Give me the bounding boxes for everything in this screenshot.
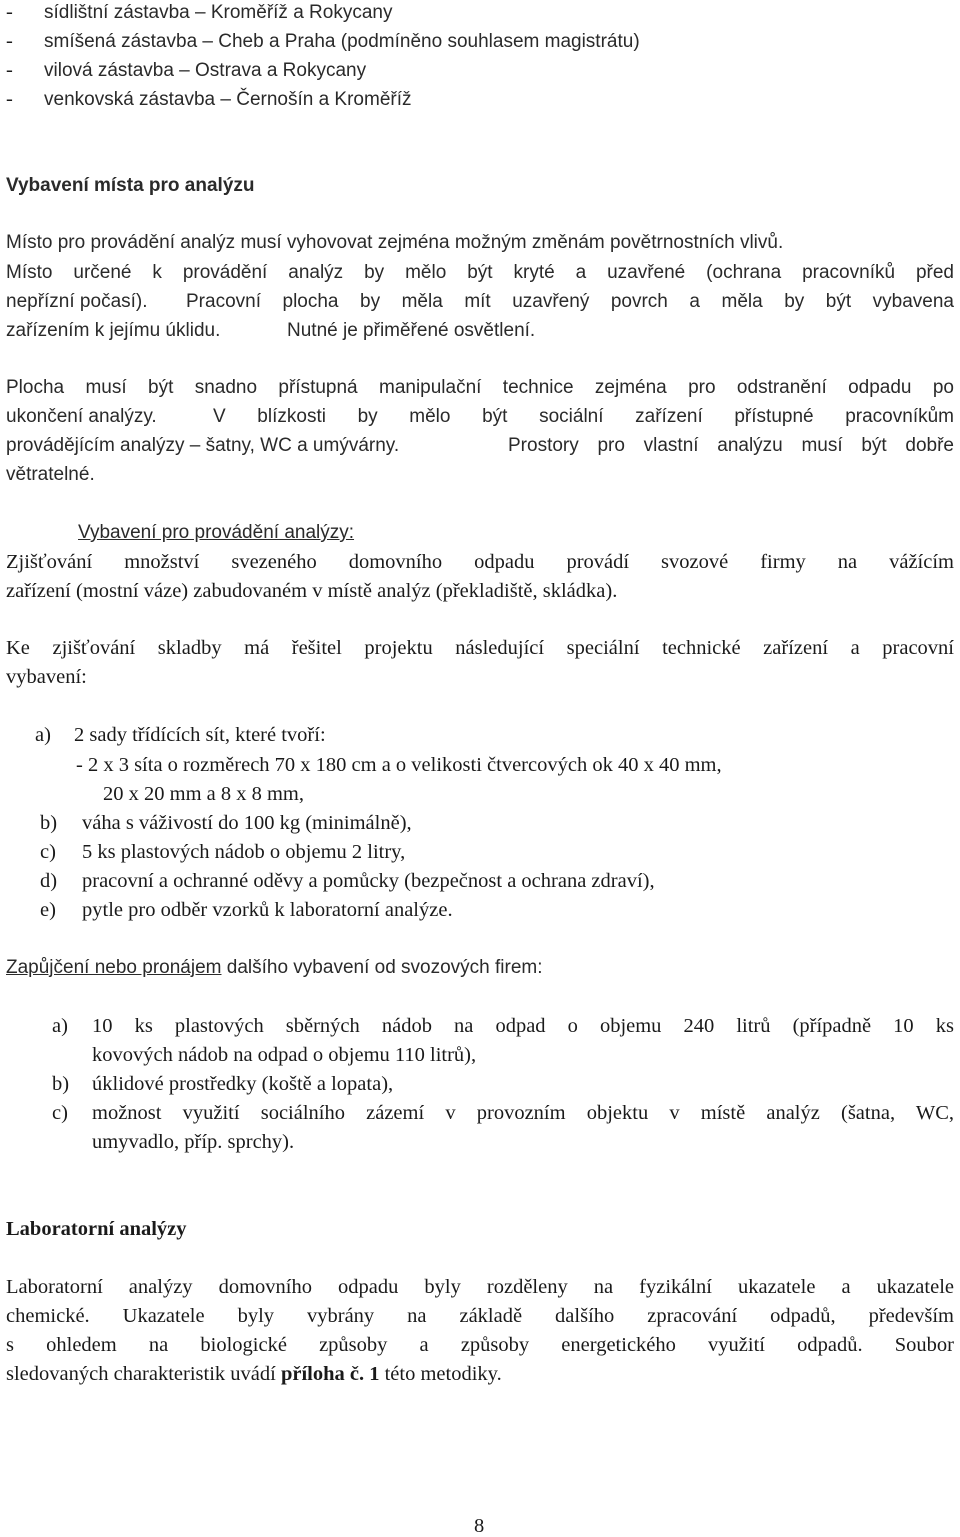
sub-item: - 2 x 3 síta o rozměrech 70 x 180 cm a o velikosti čtvercových ok 40 x 40 mm, bbox=[76, 754, 722, 776]
list-item: možnost využití sociálního zázemí v provozním objektu v místě analýz (šatna, WC, bbox=[92, 1102, 954, 1124]
paragraph-line: vybavení: bbox=[6, 666, 87, 688]
list-item-continued: kovových nádob na odpad o objemu 110 litrů), bbox=[92, 1044, 477, 1066]
attachment-reference: příloha č. 1 bbox=[280, 1363, 380, 1385]
list-marker: a) bbox=[35, 724, 51, 746]
paragraph-line: provádějícím analýzy – šatny, WC a umývárny. bbox=[6, 435, 400, 456]
paragraph-line bbox=[6, 1364, 502, 1385]
paragraph-line: s ohledem na biologické způsoby a způsoby energetického využití odpadů. Soubor bbox=[6, 1334, 954, 1356]
paragraph-line: nepřízní počasí). bbox=[6, 291, 148, 312]
list-item: 10 ks plastových sběrných nádob na odpad o objemu 240 litrů (případně 10 ks bbox=[92, 1015, 954, 1037]
paragraph-line: Zjišťování množství svezeného domovního odpadu provádí svozové firmy na vážícím bbox=[6, 551, 954, 573]
rental-heading-rest: dalšího vybavení od svozových firem: bbox=[221, 957, 543, 978]
paragraph-line: Prostory pro vlastní analýzu musí být dobře bbox=[508, 435, 954, 456]
list-bullet: - bbox=[6, 59, 13, 81]
paragraph-line: Místo určené k provádění analýz by mělo být kryté a uzavřené (ochrana pracovníků před bbox=[6, 262, 954, 283]
section-heading: Vybavení místa pro analýzu bbox=[6, 175, 255, 196]
list-marker: e) bbox=[40, 899, 56, 921]
paragraph-line: zařízením k jejímu úklidu. bbox=[6, 320, 221, 341]
paragraph-line: Pracovní plocha by měla mít uzavřený povrch a měla by být vybavena bbox=[186, 291, 954, 312]
text-run: této metodiky. bbox=[379, 1363, 502, 1385]
list-marker: b) bbox=[40, 812, 58, 834]
list-item: smíšená zástavba – Cheb a Praha (podmíněno souhlasem magistrátu) bbox=[44, 31, 640, 52]
list-item: úklidové prostředky (koště a lopata), bbox=[92, 1073, 394, 1095]
list-marker: c) bbox=[40, 841, 56, 863]
paragraph-line: zařízení (mostní váze) zabudovaném v místě analýz (překladiště, skládka). bbox=[6, 580, 618, 602]
text-run: sledovaných charakteristik uvádí bbox=[6, 1363, 281, 1385]
paragraph-line: Místo pro provádění analýz musí vyhovovat zejména možným změnám povětrnostních vlivů. bbox=[6, 232, 784, 253]
list-marker: d) bbox=[40, 870, 58, 892]
list-item: vilová zástavba – Ostrava a Rokycany bbox=[44, 60, 367, 81]
list-item: pracovní a ochranné oděvy a pomůcky (bezpečnost a ochrana zdraví), bbox=[82, 870, 655, 892]
list-item: váha s váživostí do 100 kg (minimálně), bbox=[82, 812, 412, 834]
paragraph-line: větratelné. bbox=[6, 464, 95, 485]
list-item-continued: umyvadlo, příp. sprchy). bbox=[92, 1131, 295, 1153]
list-bullet: - bbox=[6, 30, 13, 52]
list-marker: b) bbox=[52, 1073, 70, 1095]
sub-item: 20 x 20 mm a 8 x 8 mm, bbox=[103, 783, 305, 805]
section-heading: Laboratorní analýzy bbox=[6, 1218, 187, 1240]
equipment-heading: Vybavení pro provádění analýzy: bbox=[78, 522, 355, 543]
rental-heading-underlined: Zapůjčení nebo pronájem bbox=[6, 957, 222, 978]
page-number: 8 bbox=[474, 1515, 485, 1537]
list-item: 5 ks plastových nádob o objemu 2 litry, bbox=[82, 841, 406, 863]
list-bullet: - bbox=[6, 88, 13, 110]
paragraph-line: Laboratorní analýzy domovního odpadu byly rozděleny na fyzikální ukazatele a ukazatele bbox=[6, 1276, 954, 1298]
paragraph-line: chemické. Ukazatele byly vybrány na základě dalšího zpracování odpadů, především bbox=[6, 1305, 954, 1327]
rental-heading bbox=[6, 958, 543, 977]
paragraph-line: ukončení analýzy. bbox=[6, 406, 157, 427]
list-item: 2 sady třídících sít, které tvoří: bbox=[74, 724, 326, 746]
paragraph-line: Ke zjišťování skladby má řešitel projektu následující speciální technické zařízení a pracovní bbox=[6, 637, 954, 659]
paragraph-line: Nutné je přiměřené osvětlení. bbox=[287, 320, 536, 341]
list-item: sídlištní zástavba – Kroměříž a Rokycany bbox=[44, 2, 393, 23]
list-marker: c) bbox=[52, 1102, 68, 1124]
list-bullet: - bbox=[6, 1, 13, 23]
list-item: pytle pro odběr vzorků k laboratorní analýze. bbox=[82, 899, 453, 921]
list-item: venkovská zástavba – Černošín a Kroměříž bbox=[44, 89, 412, 110]
paragraph-line: Plocha musí být snadno přístupná manipulační technice zejména pro odstranění odpadu po bbox=[6, 377, 954, 398]
paragraph-line: V blízkosti by mělo být sociální zařízení přístupné pracovníkům bbox=[213, 406, 954, 427]
list-marker: a) bbox=[52, 1015, 68, 1037]
